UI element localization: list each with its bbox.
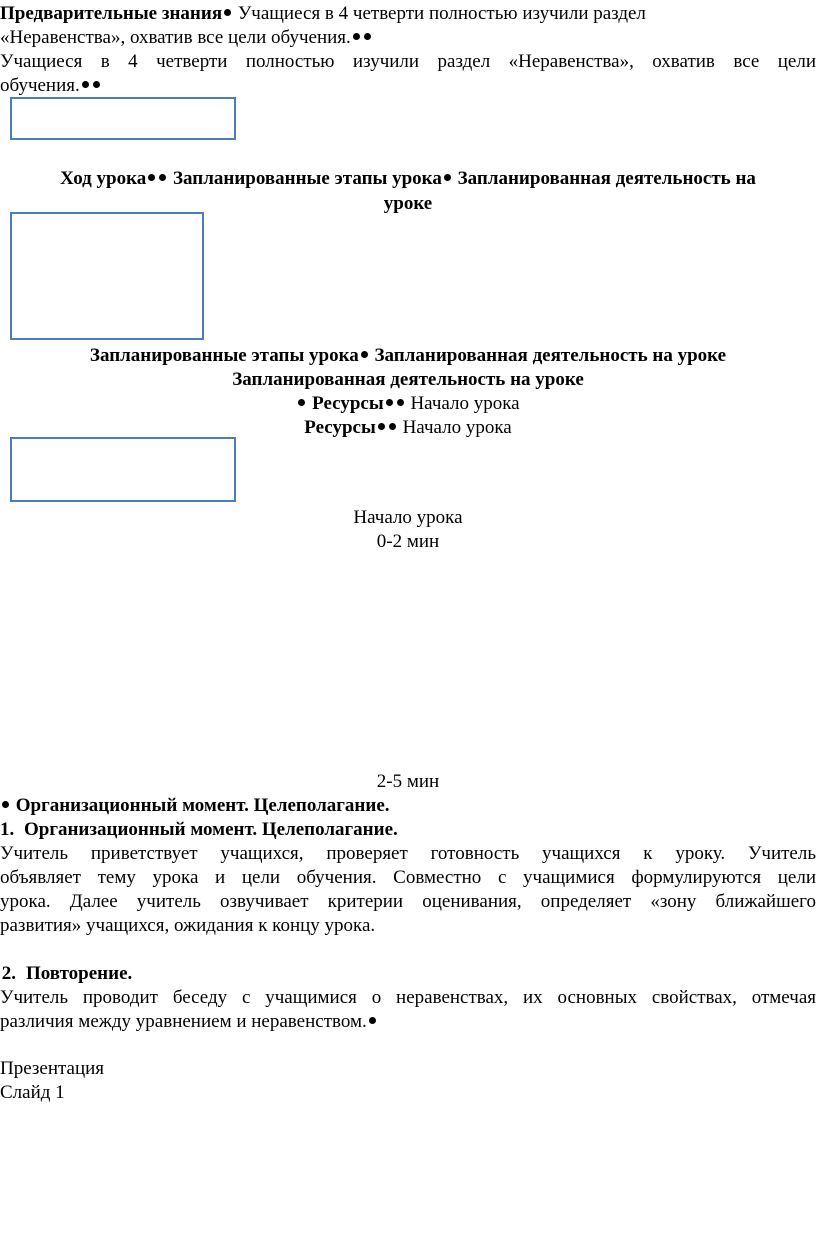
section2-heading xyxy=(0,962,132,986)
placeholder-box-3 xyxy=(10,437,236,502)
section2-para-line2-text: различия между уравнением и неравенством. xyxy=(0,1011,367,1032)
prior-knowledge-repeat1: Учащиеся в 4 четверти полностью изучили раздел «Неравенства», охватив все цели xyxy=(0,51,816,72)
header-repeat-resources2: Ресурсы xyxy=(304,417,376,438)
bullet-icon xyxy=(298,399,305,406)
header-repeat-line1 xyxy=(0,344,816,368)
prior-knowledge-text1: Учащиеся в 4 четверти полностью изучили раздел xyxy=(237,3,646,24)
resource-item-presentation: Презентация xyxy=(0,1058,105,1079)
bullet-icon xyxy=(386,399,393,406)
bullet-icon xyxy=(93,81,100,88)
lesson-header-course: Ход урока xyxy=(60,168,147,189)
placeholder-box-1 xyxy=(10,97,236,140)
bullet-icon xyxy=(353,33,360,40)
timing-start-time: 0-2 мин xyxy=(376,531,440,552)
timing-second-time: 2-5 мин xyxy=(376,771,440,792)
bullet-icon xyxy=(364,33,371,40)
resource-item-slide: Слайд 1 xyxy=(0,1082,65,1103)
bullet-icon xyxy=(224,9,231,16)
header-repeat-resources: Ресурсы xyxy=(312,393,384,414)
section1-para-line4: развития» учащихся, ожидания к концу урока. xyxy=(0,915,376,936)
prior-knowledge-line2 xyxy=(0,26,373,50)
timing-start-label: Начало урока xyxy=(353,507,463,528)
section1-bullet-line xyxy=(0,794,390,818)
bullet-icon xyxy=(2,801,9,808)
bullet-icon xyxy=(389,423,396,430)
lesson-header-activity: Запланированная деятельность на xyxy=(457,168,756,189)
section2-number: 2. xyxy=(1,963,16,984)
placeholder-box-2 xyxy=(10,212,204,340)
header-repeat-lesson-start: Начало урока xyxy=(410,393,520,414)
prior-knowledge-text2: «Неравенства», охватив все цели обучения. xyxy=(0,27,351,48)
bullet-icon xyxy=(369,1017,376,1024)
section1-para-line2: объявляет тему урока и цели обучения. Совместно с учащимися формулируются цели xyxy=(0,867,816,888)
lesson-header-line2: уроке xyxy=(383,193,433,214)
prior-knowledge-repeat2-text: обучения. xyxy=(0,75,80,96)
header-repeat-line3 xyxy=(0,392,816,416)
section1-para-line1: Учитель приветствует учащихся, проверяет готовность учащихся к уроку. Учитель xyxy=(0,843,816,864)
bullet-icon xyxy=(378,423,385,430)
section1-para-line3: урока. Далее учитель озвучивает критерии оценивания, определяет «зону ближайшего xyxy=(0,891,816,912)
prior-knowledge-label: Предварительные знания xyxy=(0,3,223,24)
bullet-icon xyxy=(82,81,89,88)
prior-knowledge-repeat2 xyxy=(0,74,102,98)
header-repeat-lesson-start2: Начало урока xyxy=(402,417,512,438)
lesson-header-line1 xyxy=(0,167,816,191)
section1-bullet-title: Организационный момент. Целеполагание. xyxy=(15,795,390,816)
bullet-icon xyxy=(361,351,368,358)
prior-knowledge-line1 xyxy=(0,2,646,26)
bullet-icon xyxy=(148,174,155,181)
bullet-icon xyxy=(397,399,404,406)
section2-title: Повторение. xyxy=(26,963,133,984)
bullet-icon xyxy=(159,174,166,181)
lesson-header-stages: Запланированные этапы урока xyxy=(173,168,442,189)
bullet-icon xyxy=(444,174,451,181)
section2-para-line2 xyxy=(0,1010,378,1034)
section1-title: Организационный момент. Целеполагание. xyxy=(24,819,398,840)
header-repeat-stages: Запланированные этапы урока xyxy=(89,345,359,366)
header-repeat-line2: Запланированная деятельность на уроке xyxy=(232,369,584,390)
section1-heading xyxy=(0,818,398,842)
section1-number: 1. xyxy=(0,819,15,840)
section2-para-line1: Учитель проводит беседу с учащимися о неравенствах, их основных свойствах, отмечая xyxy=(0,987,816,1008)
header-repeat-activity: Запланированная деятельность на уроке xyxy=(374,345,727,366)
